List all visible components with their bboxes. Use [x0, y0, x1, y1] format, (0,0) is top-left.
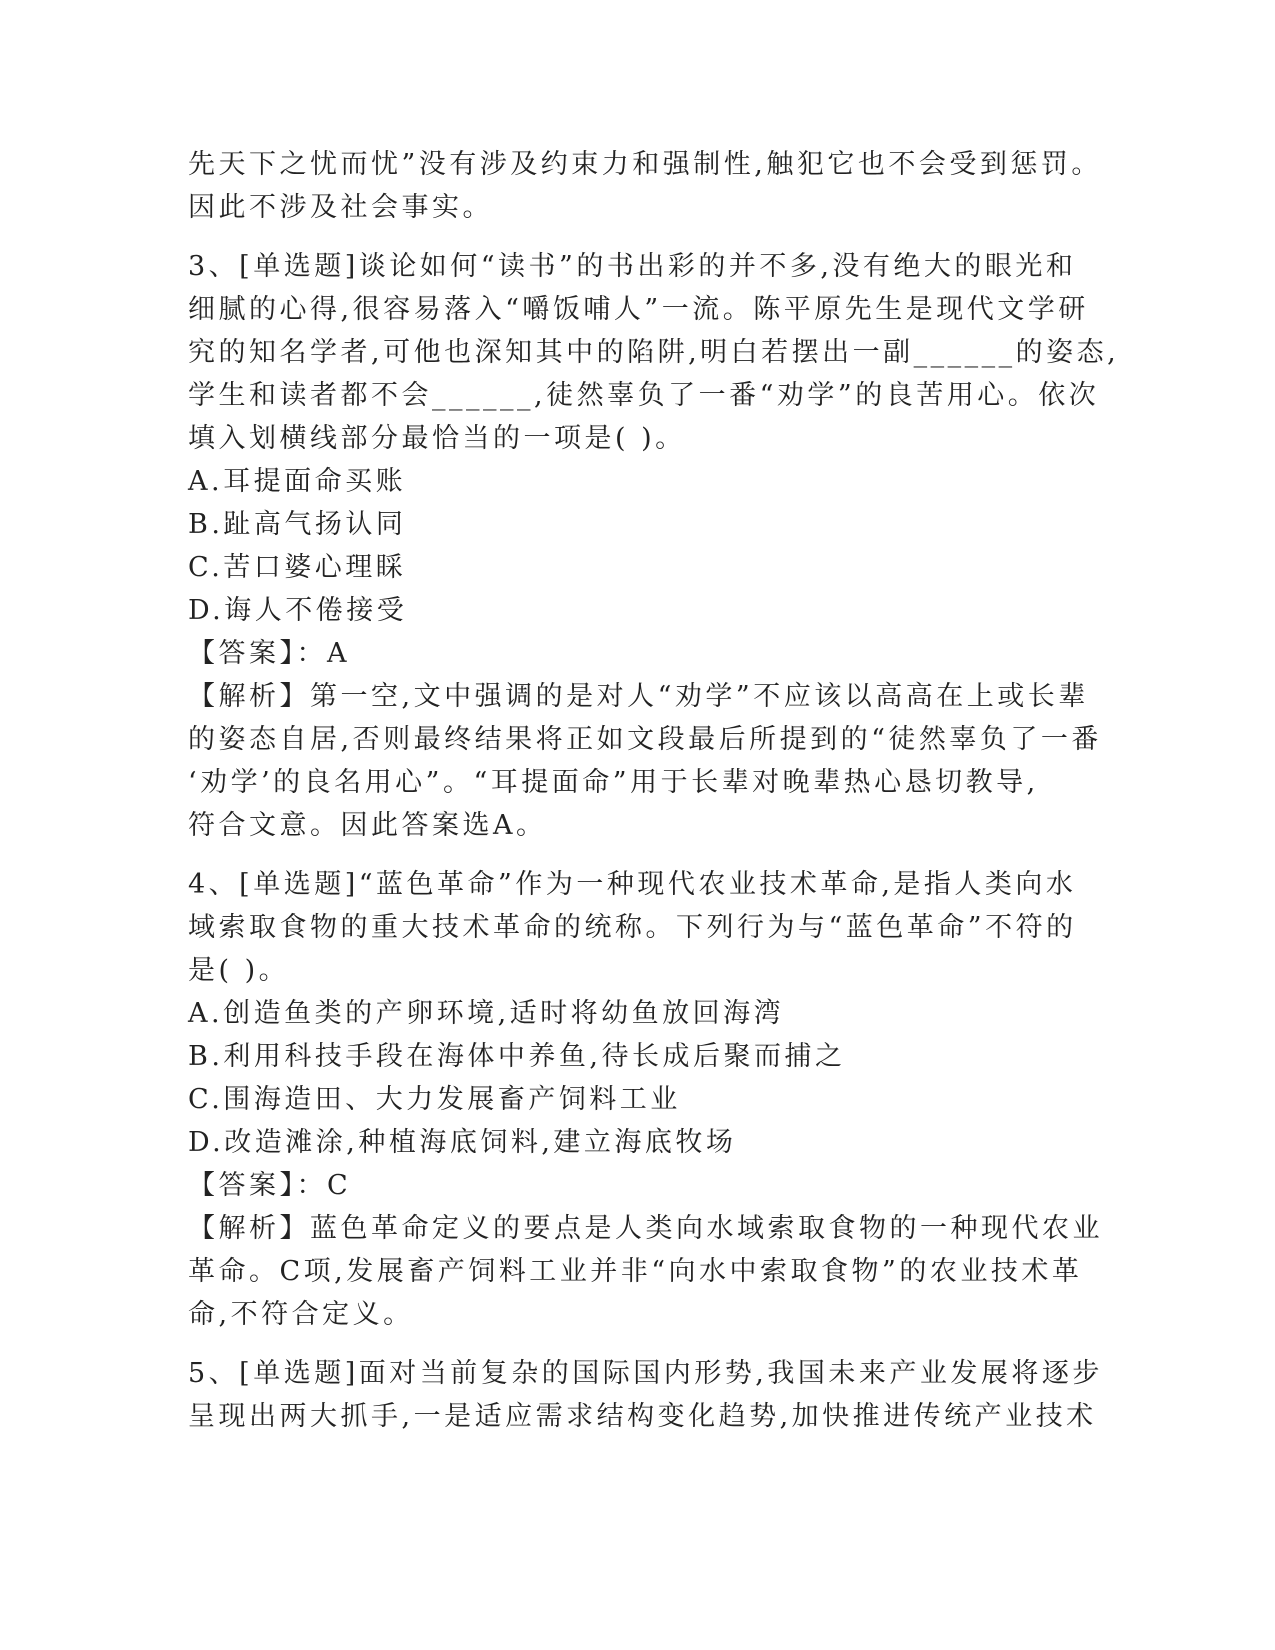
- analysis-line: ‘劝学’的良名用心”。“耳提面命”用于长辈对晚辈热心恳切教导,: [188, 767, 1039, 798]
- question-stem-line: 填入划横线部分最恰当的一项是( )。: [188, 423, 686, 454]
- question-stem-line: 究的知名学者,可他也深知其中的陷阱,明白若摆出一副______的姿态,: [188, 337, 1120, 368]
- analysis-line: 【解析】蓝色革命定义的要点是人类向水域索取食物的一种现代农业: [188, 1213, 1103, 1244]
- answer-line: 【答案】：C: [188, 1170, 352, 1201]
- question-stem-line: 域索取食物的重大技术革命的统称。下列行为与“蓝色革命”不符的: [188, 912, 1077, 943]
- page-content: [188, 143, 1120, 1438]
- option-d: D.诲人不倦接受: [188, 595, 408, 626]
- analysis-line: 革命。C项,发展畜产饲料工业并非“向水中索取食物”的农业技术革: [188, 1256, 1083, 1287]
- question-stem-line: 是( )。: [188, 955, 290, 986]
- option-c: C.围海造田、大力发展畜产饲料工业: [188, 1084, 681, 1115]
- question-stem-line: 细腻的心得,很容易落入“嚼饭哺人”一流。陈平原先生是现代文学研: [188, 294, 1089, 325]
- question-stem-line: 5、[单选题]面对当前复杂的国际国内形势,我国未来产业发展将逐步: [188, 1358, 1103, 1389]
- analysis-line: 命,不符合定义。: [188, 1299, 414, 1330]
- question-3: [188, 245, 1120, 847]
- question-5: [188, 1352, 1103, 1438]
- intro-paragraph: [188, 143, 1102, 229]
- option-d: D.改造滩涂,种植海底饲料,建立海底牧场: [188, 1127, 737, 1158]
- analysis-line: 【解析】第一空,文中强调的是对人“劝学”不应该以高高在上或长辈: [188, 681, 1089, 712]
- answer-line: 【答案】：A: [188, 638, 350, 669]
- analysis-line: 符合文意。因此答案选A。: [188, 810, 547, 841]
- text-line: 先天下之忧而忧”没有涉及约束力和强制性,触犯它也不会受到惩罚。: [188, 149, 1102, 180]
- option-b: B.利用科技手段在海体中养鱼,待长成后聚而捕之: [188, 1041, 846, 1072]
- question-stem-line: 3、[单选题]谈论如何“读书”的书出彩的并不多,没有绝大的眼光和: [188, 251, 1077, 282]
- option-c: C.苦口婆心理睬: [188, 552, 407, 583]
- option-b: B.趾高气扬认同: [188, 509, 407, 540]
- option-a: A.创造鱼类的产卵环境,适时将幼鱼放回海湾: [188, 998, 785, 1029]
- option-a: A.耳提面命买账: [188, 466, 407, 497]
- question-4: [188, 863, 1103, 1336]
- question-stem-line: 呈现出两大抓手,一是适应需求结构变化趋势,加快推进传统产业技术: [188, 1401, 1097, 1432]
- text-line: 因此不涉及社会事实。: [188, 192, 493, 223]
- question-stem-line: 4、[单选题]“蓝色革命”作为一种现代农业技术革命,是指人类向水: [188, 869, 1077, 900]
- analysis-line: 的姿态自居,否则最终结果将正如文段最后所提到的“徒然辜负了一番: [188, 724, 1102, 755]
- question-stem-line: 学生和读者都不会______,徒然辜负了一番“劝学”的良苦用心。依次: [188, 380, 1100, 411]
